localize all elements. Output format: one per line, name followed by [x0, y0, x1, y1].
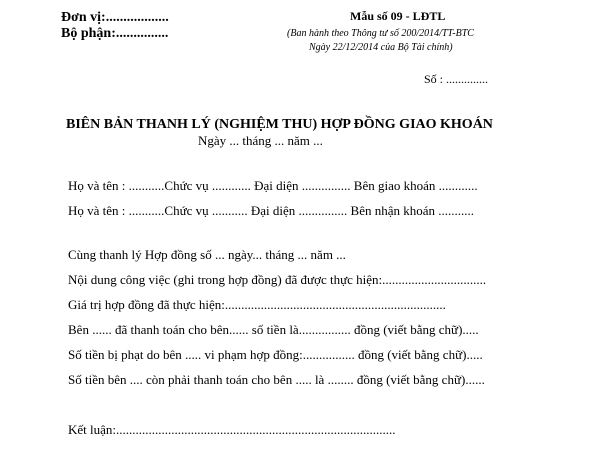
remaining-payment-line: Số tiền bên .... còn phải thanh toán cho bên ..... là ........ đồng (viết bằng chữ)......: [68, 372, 485, 387]
document-date: Ngày ... tháng ... năm ...: [198, 133, 323, 148]
issued-by-line-1: (Ban hành theo Thông tư số 200/2014/TT-BTC: [287, 28, 474, 39]
contract-line: Cùng thanh lý Hợp đồng số ... ngày... tháng ... năm ...: [68, 247, 346, 262]
conclusion-line: Kết luận:......................................................................................: [68, 422, 396, 437]
paid-amount-line: Bên ...... đã thanh toán cho bên...... số tiền là................ đồng (viết bằng chữ).....: [68, 322, 479, 337]
issued-by-line-2: Ngày 22/12/2014 của Bộ Tài chính): [309, 42, 453, 53]
unit-field: Đơn vị:..................: [61, 10, 169, 25]
penalty-line: Số tiền bị phạt do bên ..... vi phạm hợp đồng:................ đồng (viết bằng chữ).....: [68, 347, 483, 362]
form-number: Mẫu số 09 - LĐTL: [350, 9, 446, 23]
party-line-nhan-khoan: Họ và tên : ...........Chức vụ ........... Đại diện ............... Bên nhận khoán ...........: [68, 203, 475, 218]
party-line-giao-khoan: Họ và tên : ...........Chức vụ ............ Đại diện ............... Bên giao khoán ............: [68, 178, 478, 193]
document-number: Số : ..............: [424, 72, 489, 86]
contract-value-line: Giá trị hợp đồng đã thực hiện:....................................................................: [68, 297, 446, 312]
department-field: Bộ phận:...............: [61, 26, 169, 41]
document-title: BIÊN BẢN THANH LÝ (NGHIỆM THU) HỢP ĐỒNG GIAO KHOÁN: [66, 117, 493, 132]
work-content-line: Nội dung công việc (ghi trong hợp đồng) đã được thực hiện:................................: [68, 272, 487, 287]
